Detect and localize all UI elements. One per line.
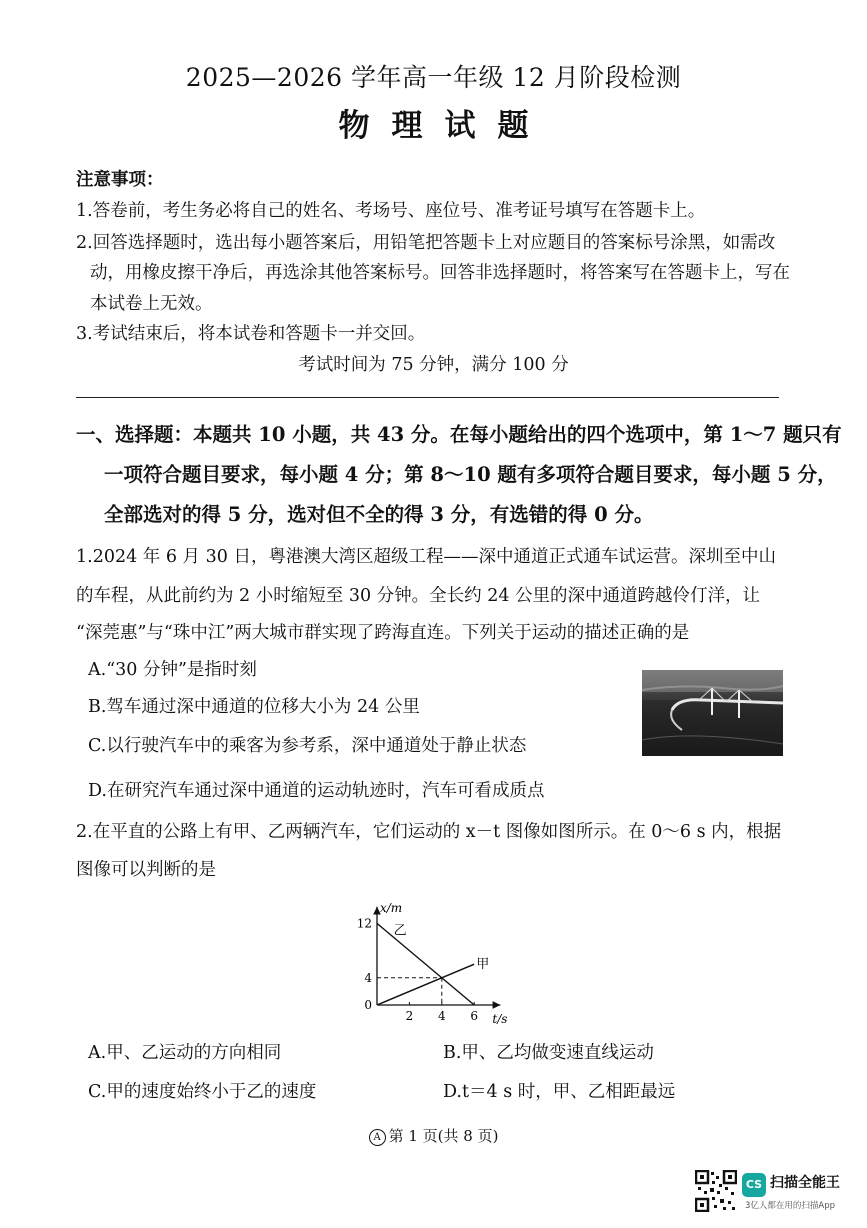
notice-line: 本试卷上无效。 <box>90 294 213 314</box>
exam-time-info: 考试时间为 75 分钟，满分 100 分 <box>298 355 569 375</box>
scanner-tagline: 3亿人都在用的扫描App <box>745 1201 836 1211</box>
q2-option-d: D.t＝4 s 时，甲、乙相距最远 <box>443 1082 676 1102</box>
notice-heading: 注意事项： <box>76 170 164 190</box>
notice-line: 动，用橡皮擦干净后，再选涂其他答案标号。回答非选择题时，将答案写在答题卡上，写在 <box>90 263 790 283</box>
divider <box>76 397 779 398</box>
x-tick-label: 6 <box>470 1009 479 1023</box>
qr-code-icon <box>695 1170 737 1212</box>
circle-a-mark: A <box>369 1129 386 1146</box>
section-heading-line: 一项符合题目要求，每小题 4 分；第 8～10 题有多项符合题目要求，每小题 5 分， <box>104 463 837 486</box>
section-heading-line: 全部选对的得 5 分，选对但不全的得 3 分，有选错的得 0 分。 <box>104 503 654 526</box>
scanner-logo: CS <box>742 1173 766 1197</box>
xt-graph-svg <box>350 898 525 1028</box>
y-tick-label: 12 <box>356 916 372 931</box>
notice-line: 3.考试结束后，将本试卷和答题卡一并交回。 <box>76 324 426 344</box>
series-line-jia <box>377 964 474 1005</box>
section-heading-line: 一、选择题：本题共 10 小题，共 43 分。在每小题给出的四个选项中，第 1～7 题只有 <box>76 423 842 446</box>
q1-stem-line: 的车程，从此前约为 2 小时缩短至 30 分钟。全长约 24 公里的深中通道跨越伶仃洋，让 <box>76 586 761 606</box>
q1-stem-line: “深莞惠”与“珠中江”两大城市群实现了跨海直连。下列关于运动的描述正确的是 <box>76 623 690 643</box>
series-label-yi: 乙 <box>393 923 407 939</box>
y-axis-label: x/m <box>380 901 403 915</box>
y-tick-label: 0 <box>364 998 372 1012</box>
xt-graph <box>350 898 525 1032</box>
x-tick-label: 2 <box>405 1009 414 1023</box>
page-footer <box>0 1125 867 1146</box>
q1-option-c: C.以行驶汽车中的乘客为参考系，深中通道处于静止状态 <box>88 736 527 756</box>
y-tick-label: 4 <box>364 970 372 985</box>
q2-stem-line: 图像可以判断的是 <box>76 860 216 880</box>
series-label-jia: 甲 <box>476 957 490 973</box>
scanner-name: 扫描全能王 <box>770 1175 840 1191</box>
x-axis-label: t/s <box>492 1012 508 1026</box>
q1-option-a: A.“30 分钟”是指时刻 <box>88 660 257 680</box>
q2-option-b: B.甲、乙均做变速直线运动 <box>443 1043 654 1063</box>
q2-option-a: A.甲、乙运动的方向相同 <box>88 1043 282 1063</box>
q1-stem-line: 1.2024 年 6 月 30 日，粤港澳大湾区超级工程——深中通道正式通车试运营。深圳至中山 <box>76 547 776 567</box>
notice-line: 1.答卷前，考生务必将自己的姓名、考场号、座位号、准考证号填写在答题卡上。 <box>76 201 706 221</box>
page-number: 第 1 页(共 8 页) <box>388 1127 499 1145</box>
bridge-photo <box>642 670 783 756</box>
q2-stem-line: 2.在平直的公路上有甲、乙两辆汽车，它们运动的 x－t 图像如图所示。在 0～6 s 内，根据 <box>76 822 782 842</box>
q1-option-d: D.在研究汽车通过深中通道的运动轨迹时，汽车可看成质点 <box>88 781 545 801</box>
subject-title: 物理试题 <box>338 108 551 144</box>
x-tick-label: 4 <box>437 1009 446 1023</box>
q2-option-c: C.甲的速度始终小于乙的速度 <box>88 1082 317 1102</box>
notice-line: 2.回答选择题时，选出每小题答案后，用铅笔把答题卡上对应题目的答案标号涂黑，如需改 <box>76 233 776 253</box>
exam-title: 2025—2026 学年高一年级 12 月阶段检测 <box>185 63 682 92</box>
series-line-yi <box>377 923 474 1005</box>
q1-option-b: B.驾车通过深中通道的位移大小为 24 公里 <box>88 697 420 717</box>
